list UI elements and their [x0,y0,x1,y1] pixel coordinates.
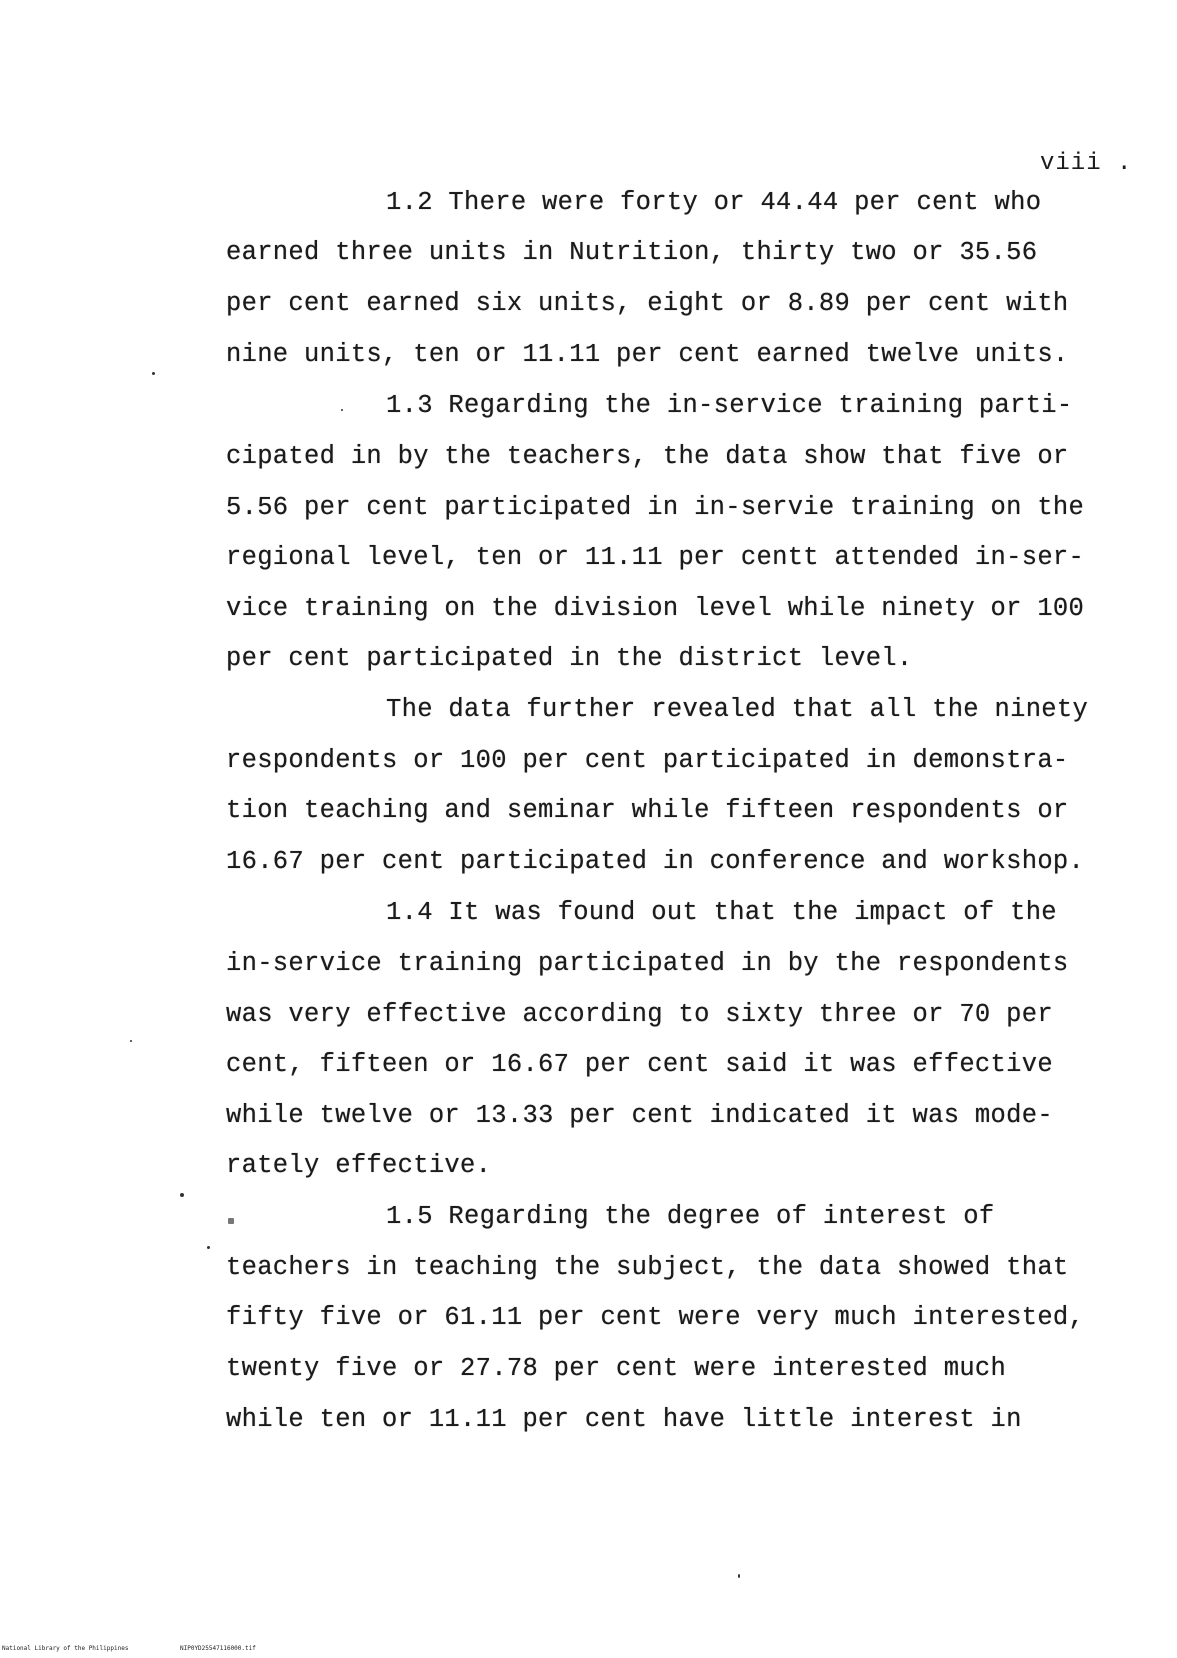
text-line: tion teaching and seminar while fifteen respondents or [226,796,1069,825]
text-line: was very effective according to sixty three or 70 per [226,1000,1053,1029]
scan-speck [738,1574,740,1578]
text-line: cent, fifteen or 16.67 per cent said it was effective [226,1050,1053,1079]
text-line: nine units, ten or 11.11 per cent earned twelve units. [226,340,1069,369]
text-line: rately effective. [226,1151,492,1180]
text-line: per cent participated in the district level. [226,644,913,673]
text-line: vice training on the division level while ninety or 100 [226,594,1085,623]
footer-file-label: NIP0YD25547116000.tif [180,1645,256,1652]
text-line: teachers in teaching the subject, the data showed that [226,1253,1069,1282]
text-line: 5.56 per cent participated in in-servie training on the [226,493,1085,522]
text-line: regional level, ten or 11.11 per centt attended in-ser- [226,543,1085,572]
scan-speck [341,409,343,411]
text-line: in-service training participated in by the respondents [226,949,1069,978]
text-line: earned three units in Nutrition, thirty two or 35.56 [226,238,1038,267]
text-line: per cent earned six units, eight or 8.89 per cent with [226,289,1069,318]
text-line: 1.3 Regarding the in-service training parti- [386,391,1073,420]
page-number: viii . [1040,150,1133,177]
scan-speck [207,1246,210,1249]
text-line: 16.67 per cent participated in conference and workshop. [226,847,1085,876]
scan-speck [228,1218,234,1224]
text-line: 1.2 There were forty or 44.44 per cent who [386,188,1042,217]
text-line: 1.4 It was found out that the impact of the [386,898,1057,927]
text-line: respondents or 100 per cent participated in demonstra- [226,746,1069,775]
scan-speck [180,1193,184,1197]
text-line: twenty five or 27.78 per cent were interested much [226,1354,1007,1383]
footer-library-label: National Library of the Philippines [2,1645,129,1652]
text-line: The data further revealed that all the ninety [386,695,1089,724]
scan-speck [152,372,155,375]
text-line: cipated in by the teachers, the data show that five or [226,442,1069,471]
scan-speck [130,1040,132,1042]
text-line: 1.5 Regarding the degree of interest of [386,1202,995,1231]
text-line: while ten or 11.11 per cent have little interest in [226,1405,1022,1434]
text-line: while twelve or 13.33 per cent indicated it was mode- [226,1101,1053,1130]
text-line: fifty five or 61.11 per cent were very much interested, [226,1303,1085,1332]
